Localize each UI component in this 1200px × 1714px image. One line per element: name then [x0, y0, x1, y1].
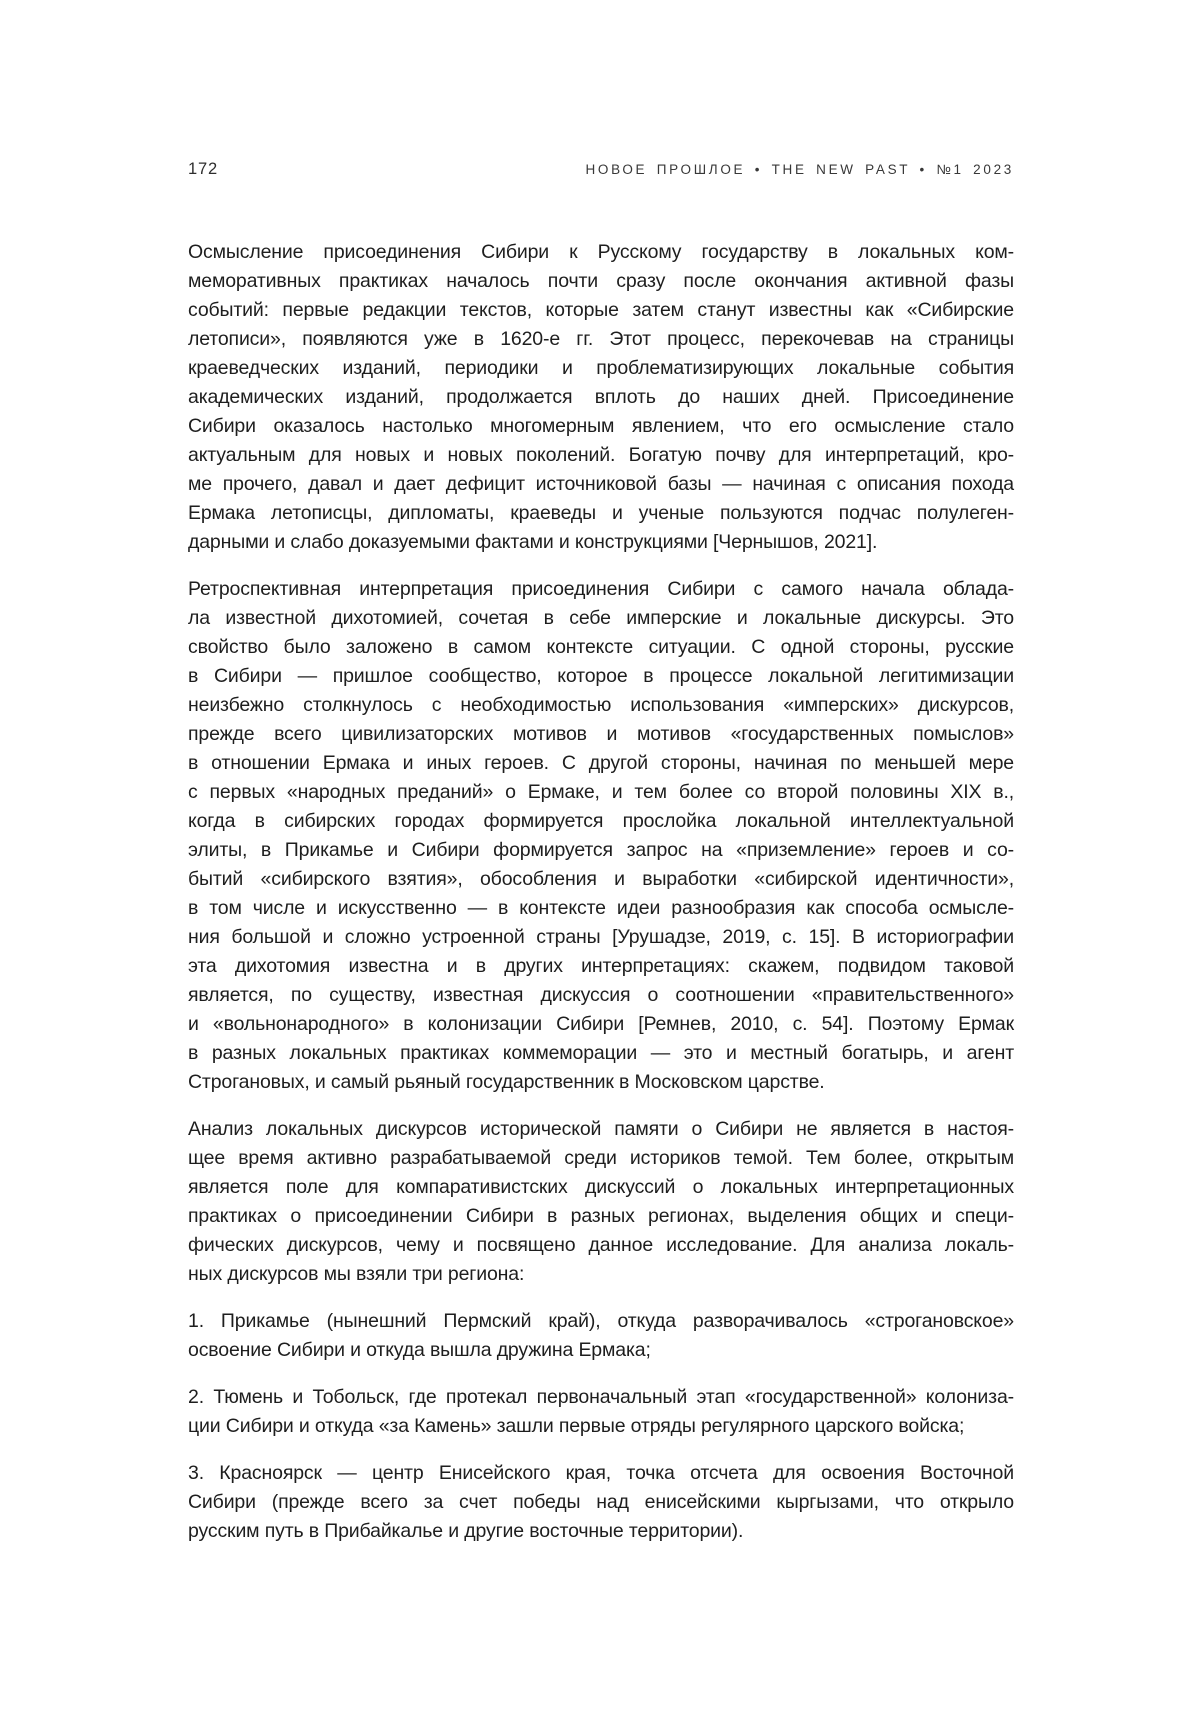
text-line: Строгановых, и самый рьяный государственник в Московском царстве. — [188, 1071, 825, 1093]
text-line: Анализ локальных дискурсов исторической памяти о Сибири не является в настоя- — [188, 1118, 1014, 1140]
text-line: русским путь в Прибайкалье и другие восточные территории). — [188, 1520, 744, 1542]
text-line: в Сибири — пришлое сообщество, которое в процессе локальной легитимизации — [188, 665, 1014, 687]
text-line: 1. Прикамье (нынешний Пермский край), откуда разворачивалось «строгановское» — [188, 1310, 1014, 1332]
text-line: Сибири оказалось настолько многомерным явлением, что его осмысление стало — [188, 415, 1014, 437]
article-body — [188, 238, 1014, 1564]
text-line: Сибири (прежде всего за счет победы над енисейскими кыргызами, что открыло — [188, 1491, 1014, 1513]
text-line: является поле для компаративистских дискуссий о локальных интерпретационных — [188, 1176, 1014, 1198]
text-line: Ермака летописцы, дипломаты, краеведы и ученые пользуются подчас полулеген- — [188, 502, 1014, 524]
text-line: летописи», появляются уже в 1620-е гг. Этот процесс, перекочевав на страницы — [188, 328, 1014, 350]
paragraph — [188, 575, 1014, 1097]
text-line: в том числе и искусственно — в контексте идеи разнообразия как способа осмысле- — [188, 897, 1014, 919]
text-line: меморативных практиках началось почти сразу после окончания активной фазы — [188, 270, 1014, 292]
page-number: 172 — [188, 160, 218, 178]
text-line: бытий «сибирского взятия», обособления и выработки «сибирской идентичности», — [188, 868, 1014, 890]
text-line: ния большой и сложно устроенной страны [Урушадзе, 2019, с. 15]. В историографии — [188, 926, 1014, 948]
text-line: в разных локальных практиках коммеморации — это и местный богатырь, и агент — [188, 1042, 1014, 1064]
text-line: ции Сибири и откуда «за Камень» зашли первые отряды регулярного царского войска; — [188, 1415, 965, 1437]
text-line: Осмысление присоединения Сибири к Русскому государству в локальных ком- — [188, 241, 1014, 263]
paragraph — [188, 1307, 1014, 1365]
text-line: освоение Сибири и откуда вышла дружина Ермака; — [188, 1339, 651, 1361]
text-line: ных дискурсов мы взяли три региона: — [188, 1263, 525, 1285]
text-line: дарными и слабо доказуемыми фактами и конструкциями [Чернышов, 2021]. — [188, 531, 878, 553]
text-line: с первых «народных преданий» о Ермаке, и тем более со второй половины XIX в., — [188, 781, 1014, 803]
paragraph — [188, 238, 1014, 557]
text-line: практиках о присоединении Сибири в разных регионах, выделения общих и специ- — [188, 1205, 1014, 1227]
text-line: в отношении Ермака и иных героев. С другой стороны, начиная по меньшей мере — [188, 752, 1014, 774]
text-line: ла известной дихотомией, сочетая в себе имперские и локальные дискурсы. Это — [188, 607, 1014, 629]
text-line: ме прочего, давал и дает дефицит источниковой базы — начиная с описания похода — [188, 473, 1014, 495]
text-line: 2. Тюмень и Тобольск, где протекал первоначальный этап «государственной» колониза- — [188, 1386, 1014, 1408]
paragraph — [188, 1383, 1014, 1441]
paragraph — [188, 1459, 1014, 1546]
text-line: эта дихотомия известна и в других интерпретациях: скажем, подвидом таковой — [188, 955, 1014, 977]
text-line: академических изданий, продолжается вплоть до наших дней. Присоединение — [188, 386, 1014, 408]
text-line: Ретроспективная интерпретация присоединения Сибири с самого начала облада- — [188, 578, 1014, 600]
text-line: элиты, в Прикамье и Сибири формируется запрос на «приземление» героев и со- — [188, 839, 1014, 861]
text-line: является, по существу, известная дискуссия о соотношении «правительственного» — [188, 984, 1014, 1006]
text-line: прежде всего цивилизаторских мотивов и мотивов «государственных помыслов» — [188, 723, 1014, 745]
running-header — [188, 160, 1014, 179]
text-line: щее время активно разрабатываемой среди историков темой. Тем более, открытым — [188, 1147, 1014, 1169]
paragraph — [188, 1115, 1014, 1289]
text-line: и «вольнонародного» в колонизации Сибири [Ремнев, 2010, с. 54]. Поэтому Ермак — [188, 1013, 1014, 1035]
text-line: неизбежно столкнулось с необходимостью использования «имперских» дискурсов, — [188, 694, 1014, 716]
text-line: фических дискурсов, чему и посвящено данное исследование. Для анализа локаль- — [188, 1234, 1014, 1256]
text-line: событий: первые редакции текстов, которые затем станут известны как «Сибирские — [188, 299, 1014, 321]
text-line: краеведческих изданий, периодики и проблематизирующих локальные события — [188, 357, 1014, 379]
text-line: 3. Красноярск — центр Енисейского края, точка отсчета для освоения Восточной — [188, 1462, 1014, 1484]
text-line: актуальным для новых и новых поколений. Богатую почву для интерпретаций, кро- — [188, 444, 1014, 466]
text-line: свойство было заложено в самом контексте ситуации. С одной стороны, русские — [188, 636, 1014, 658]
running-head-title: НОВОЕ ПРОШЛОЕ • THE NEW PAST • №1 2023 — [585, 162, 1014, 177]
text-line: когда в сибирских городах формируется прослойка локальной интеллектуальной — [188, 810, 1014, 832]
